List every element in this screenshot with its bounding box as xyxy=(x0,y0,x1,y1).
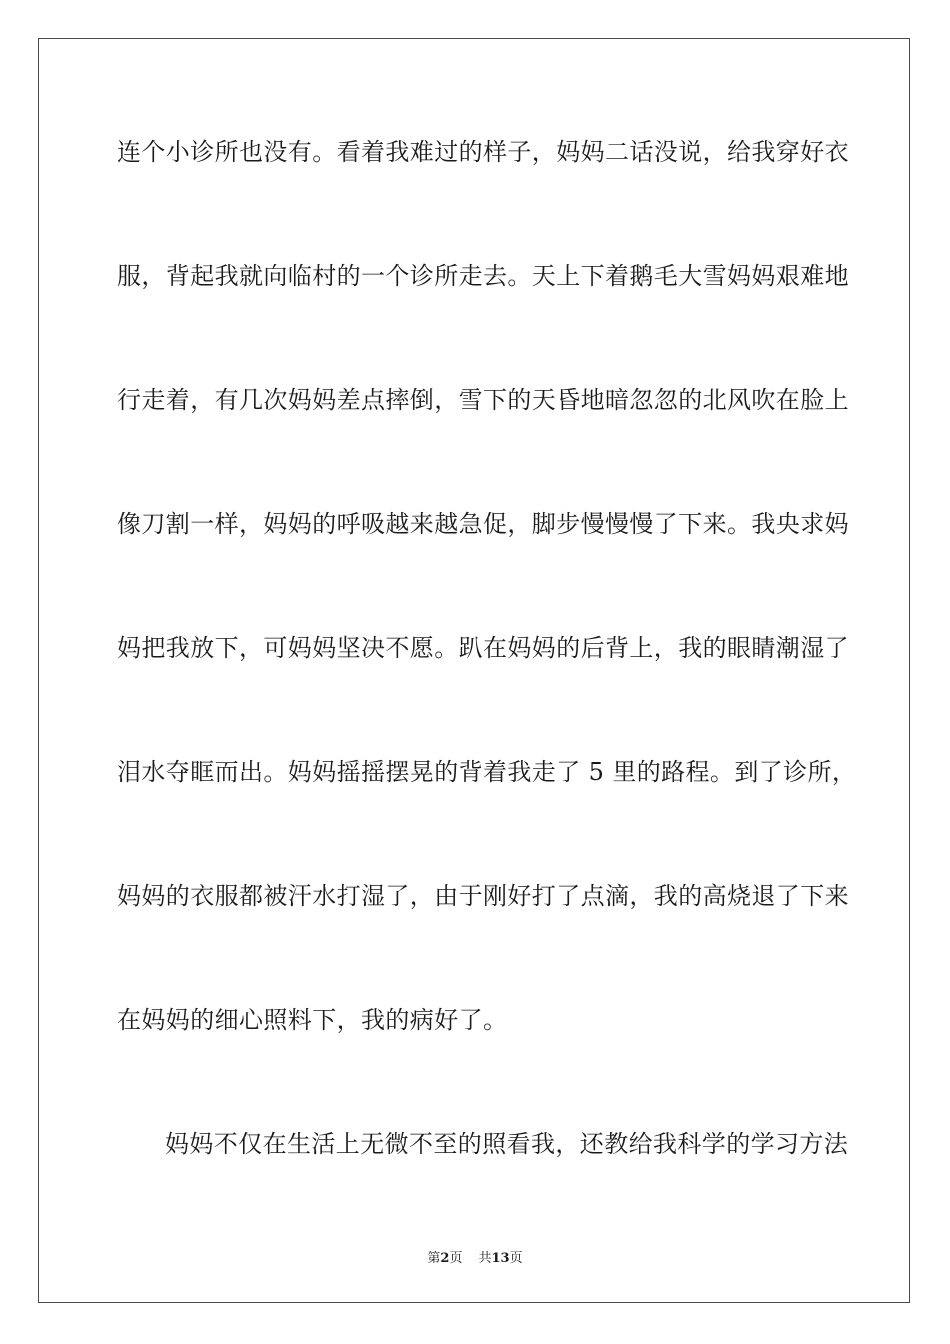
text-line-6: 泪水夺眶而出。妈妈摇摇摆晃的背着我走了 5 里的路程。到了诊所， xyxy=(117,758,857,786)
text-line-4: 像刀割一样，妈妈的呼吸越来越急促，脚步慢慢慢了下来。我央求妈 xyxy=(117,510,849,538)
footer-page-prefix: 第 xyxy=(427,1251,441,1266)
page-border xyxy=(38,38,910,1303)
text-line-5: 妈把我放下，可妈妈坚决不愿。趴在妈妈的后背上，我的眼睛潮湿了 xyxy=(117,634,849,662)
text-line-7: 妈妈的衣服都被汗水打湿了，由于刚好打了点滴，我的高烧退了下来 xyxy=(117,882,849,910)
text-line-2: 服，背起我就向临村的一个诊所走去。天上下着鹅毛大雪妈妈艰难地 xyxy=(117,262,849,290)
footer-page-suffix: 页 xyxy=(449,1251,463,1266)
text-line-3: 行走着，有几次妈妈差点摔倒，雪下的天昏地暗忽忽的北风吹在脸上 xyxy=(117,386,849,414)
page-footer xyxy=(0,1247,950,1266)
footer-total-prefix: 共 xyxy=(478,1251,492,1266)
text-line-9: 妈妈不仅在生活上无微不至的照看我，还教给我科学的学习方法 xyxy=(165,1130,849,1158)
footer-page-number: 2 xyxy=(440,1251,450,1266)
footer-total-suffix: 页 xyxy=(509,1251,523,1266)
text-line-8: 在妈妈的细心照料下，我的病好了。 xyxy=(117,1006,508,1034)
text-line-1: 连个小诊所也没有。看着我难过的样子，妈妈二话没说，给我穿好衣 xyxy=(117,138,849,166)
footer-total-pages: 13 xyxy=(491,1251,510,1266)
